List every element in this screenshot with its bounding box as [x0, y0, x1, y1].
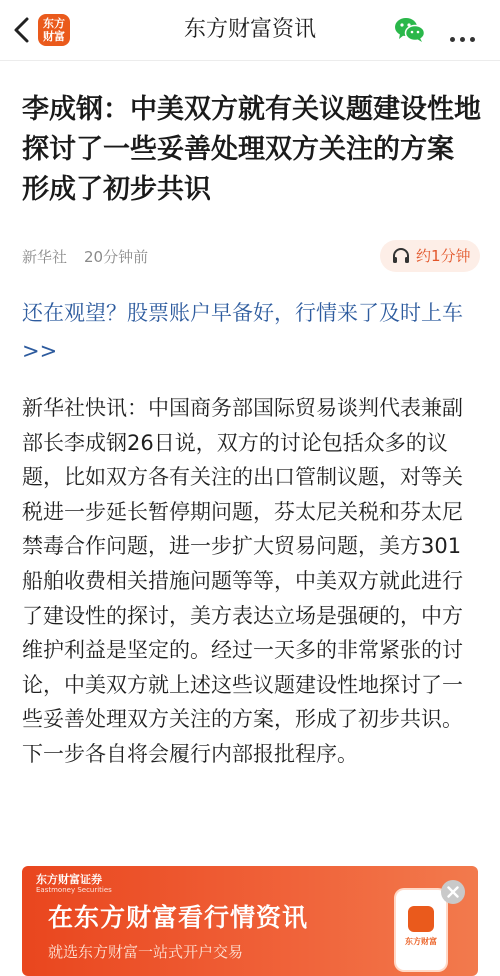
ad-close-button[interactable] — [441, 880, 465, 904]
listen-duration-label: 约1分钟 — [416, 247, 471, 265]
share-wechat-button[interactable] — [394, 16, 426, 44]
close-icon — [441, 880, 465, 904]
app-logo[interactable] — [38, 14, 70, 46]
ad-brand-name: 东方财富证券 — [36, 873, 102, 886]
logo-line1: 东方 — [43, 17, 65, 30]
article-body: 新华社快讯：中国商务部国际贸易谈判代表兼副部长李成钢26日说，双方的讨论包括众多的议题，比如双方各有关注的出口管制议题，对等关税进一步延长暂停期问题，芬太尼关税和芬太尼禁毒合作问题，进一步扩大贸易问题，美方301船舶收费相关措施问题等等，中美双方就此进行了建设性的探讨，美方表达立场是强硬的，中方维护利益是坚定的。经过一天多的非常紧张的讨论，中美双方就上述这些议题建设性地探讨了一些妥善处理双方关注的方案，形成了初步共识。下一步各自将会履行内部报批程序。 — [22, 396, 463, 766]
ad-banner[interactable] — [22, 866, 478, 976]
logo-line2: 财富 — [43, 30, 65, 43]
listen-audio-button[interactable] — [380, 240, 480, 272]
app-icon — [408, 906, 434, 932]
ad-phone-illustration — [396, 890, 446, 970]
page-title: 东方财富资讯 — [183, 17, 316, 42]
ad-app-label: 东方财富 — [405, 937, 437, 946]
chevron-left-icon — [10, 16, 34, 44]
back-button[interactable] — [10, 16, 34, 44]
ad-brand-en: Eastmoney Securities — [36, 886, 112, 894]
top-nav-bar — [0, 0, 500, 61]
headphone-icon — [392, 248, 410, 264]
more-icon — [450, 27, 480, 46]
article-source: 新华社 — [22, 248, 68, 266]
ad-subtext: 就选东方财富一站式开户交易 — [48, 943, 244, 961]
more-options-button[interactable] — [450, 27, 480, 33]
article-title: 李成钢：中美双方就有关议题建设性地探讨了一些妥善处理双方关注的方案 形成了初步共识 — [22, 94, 481, 205]
article-time: 20分钟前 — [84, 248, 149, 266]
wechat-icon — [394, 16, 426, 44]
ad-brand-logo — [36, 874, 112, 895]
ad-headline: 在东方财富看行情资讯 — [48, 903, 309, 932]
account-promo-link[interactable]: 还在观望？股票账户早备好，行情来了及时上车>> — [22, 301, 463, 363]
